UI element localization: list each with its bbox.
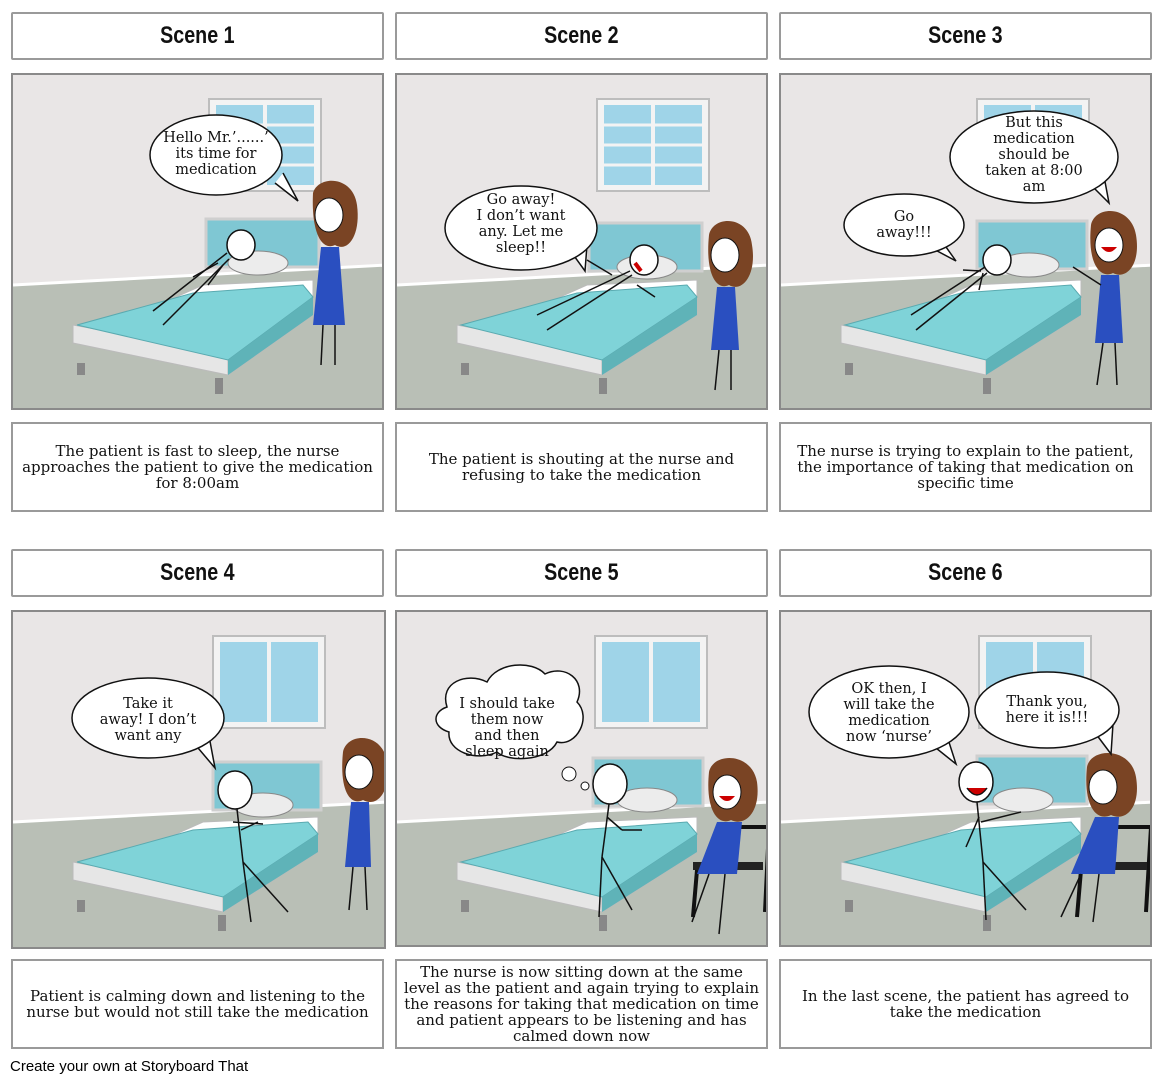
scene-6-caption: In the last scene, the patient has agreed to take the medication bbox=[779, 959, 1152, 1049]
bubble-line: medication bbox=[175, 162, 257, 178]
bubble-line: should be bbox=[998, 147, 1070, 163]
bubble-line: But this bbox=[1005, 115, 1063, 131]
bubble-line: and then bbox=[474, 728, 540, 744]
speech-bubble bbox=[445, 186, 597, 271]
bubble-line: I should take bbox=[459, 696, 555, 712]
bubble-line: any. Let me bbox=[478, 224, 564, 240]
scene-4-title: Scene 4 bbox=[11, 549, 384, 597]
window-icon bbox=[595, 636, 707, 728]
scene-1-panel bbox=[11, 73, 384, 410]
bubble-line: medication bbox=[993, 131, 1075, 147]
bubble-line: Take it bbox=[123, 696, 173, 712]
scene-3-caption: The nurse is trying to explain to the patient, the importance of taking that medication on specific time bbox=[779, 422, 1152, 512]
window-icon bbox=[597, 99, 709, 191]
bubble-line: Hello Mr.’......’ bbox=[163, 130, 269, 146]
bubble-line: OK then, I bbox=[851, 681, 927, 697]
scene-5-caption: The nurse is now sitting down at the same level as the patient and again trying to explain the reasons for taking that medication on time and patient appears to be listening and has calmed down now bbox=[395, 959, 768, 1049]
bubble-line: medication bbox=[848, 713, 930, 729]
speech-bubble bbox=[950, 111, 1118, 203]
scene-3-title: Scene 3 bbox=[779, 12, 1152, 60]
svg-text:Thank you,here it is!!! bbox=[1006, 694, 1089, 726]
bubble-line: Go bbox=[893, 209, 915, 225]
scene-4-panel bbox=[11, 610, 386, 949]
bubble-line: here it is!!! bbox=[1005, 710, 1089, 726]
bubble-line: away!!! bbox=[876, 225, 932, 241]
bubble-line: Thank you, bbox=[1006, 694, 1088, 710]
bubble-line: them now bbox=[470, 712, 544, 728]
scene-3-illustration bbox=[781, 75, 1152, 410]
bubble-line: now ‘nurse’ bbox=[846, 729, 932, 745]
scene-2-illustration bbox=[397, 75, 768, 410]
svg-text:Hello Mr.’......’its time form bbox=[163, 130, 269, 178]
bubble-line: I don’t want bbox=[476, 208, 566, 224]
scene-5-illustration bbox=[397, 612, 768, 947]
scene-2-title: Scene 2 bbox=[395, 12, 768, 60]
scene-1-title: Scene 1 bbox=[11, 12, 384, 60]
footer-link[interactable]: Create your own at Storyboard That bbox=[10, 1058, 249, 1075]
bubble-line: will take the bbox=[843, 697, 935, 713]
bubble-line: Go away! bbox=[486, 192, 556, 208]
scene-2-panel bbox=[395, 73, 768, 410]
scene-3-panel bbox=[779, 73, 1152, 410]
scene-5-title: Scene 5 bbox=[395, 549, 768, 597]
scene-4-illustration bbox=[13, 612, 386, 949]
bubble-line: its time for bbox=[175, 146, 257, 162]
scene-6-illustration bbox=[781, 612, 1152, 947]
scene-6-panel bbox=[779, 610, 1152, 947]
scene-2-caption: The patient is shouting at the nurse and refusing to take the medication bbox=[395, 422, 768, 512]
scene-5-panel bbox=[395, 610, 768, 947]
scene-6-title: Scene 6 bbox=[779, 549, 1152, 597]
bubble-line: am bbox=[1022, 179, 1046, 195]
bubble-line: sleep again bbox=[465, 744, 549, 760]
bubble-line: taken at 8:00 bbox=[985, 163, 1083, 179]
scene-1-caption: The patient is fast to sleep, the nurse approaches the patient to give the medication for 8:00am bbox=[11, 422, 384, 512]
bubble-line: sleep!! bbox=[495, 240, 547, 256]
window-icon bbox=[213, 636, 325, 728]
scene-1-illustration bbox=[13, 75, 384, 410]
bubble-line: want any bbox=[114, 728, 182, 744]
bubble-line: away! I don’t bbox=[99, 712, 197, 728]
svg-text:OK then, Iwill take themedicat bbox=[843, 681, 934, 745]
scene-4-caption: Patient is calming down and listening to the nurse but would not still take the medication bbox=[11, 959, 384, 1049]
